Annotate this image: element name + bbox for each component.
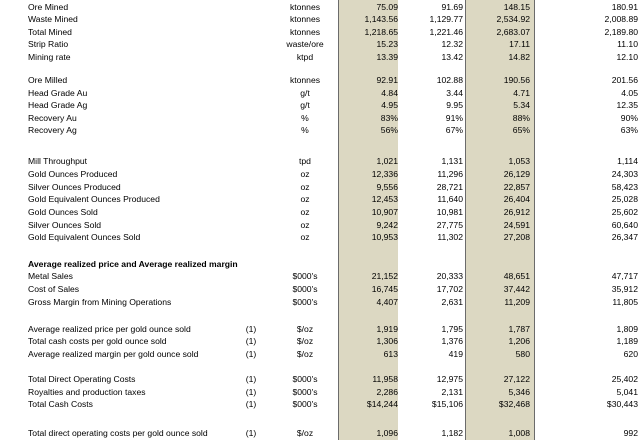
value-col-3: 88% [512,113,530,123]
value-col-1: 75.09 [376,2,398,12]
value-col-4: 2,189.80 [604,27,638,37]
row-label: Recovery Au [28,113,77,123]
value-col-1: 83% [380,113,398,123]
value-col-1: 56% [380,125,398,135]
unit-cell: $000's [292,387,318,397]
row-label: Recovery Ag [28,125,77,135]
value-col-3: 2,534.92 [496,14,530,24]
value-col-4: 24,303 [611,169,638,179]
unit-cell: % [301,125,309,135]
row-label: Average realized margin per gold ounce sold [28,349,199,359]
unit-cell: oz [300,169,310,179]
value-col-2: 12.32 [441,39,463,49]
value-col-3: 190.56 [503,75,530,85]
row-label: Mill Throughput [28,156,88,166]
value-col-3: 1,008 [508,428,530,438]
row-label: Average realized price per gold ounce sold [28,324,191,334]
value-col-3: 37,442 [503,284,530,294]
value-col-2: 13.42 [441,52,463,62]
value-col-3: 26,404 [503,194,530,204]
row-label: Silver Ounces Produced [28,182,121,192]
table-row [0,74,640,87]
footnote-ref: (1) [245,324,257,334]
unit-cell: g/t [300,100,310,110]
value-col-3: 26,129 [503,169,530,179]
value-col-4: 1,189 [616,336,638,346]
value-col-2: $15,106 [431,399,463,409]
unit-cell: ktonnes [289,2,321,12]
unit-cell: $000's [292,399,318,409]
unit-cell: oz [300,232,310,242]
value-col-1: 21,152 [371,271,398,281]
value-col-1: 613 [383,349,398,359]
value-col-4: 35,912 [611,284,638,294]
value-col-3: 580 [515,349,530,359]
value-col-2: 28,721 [436,182,463,192]
unit-cell: $000's [292,284,318,294]
value-col-4: 12.35 [616,100,638,110]
value-col-2: 11,302 [437,232,463,242]
footnote-ref: (1) [245,349,257,359]
value-col-4: 992 [623,428,638,438]
value-col-3: 27,122 [503,374,530,384]
row-label: Silver Ounces Sold [28,220,102,230]
value-col-4: 12.10 [616,52,638,62]
unit-cell: oz [300,220,310,230]
footnote-ref: (1) [245,374,257,384]
unit-cell: $000's [292,271,318,281]
value-col-2: 11,296 [437,169,463,179]
row-label: Gold Equivalent Ounces Sold [28,232,141,242]
table-row [0,168,640,181]
value-col-1: 1,919 [376,324,398,334]
value-col-3: 22,857 [503,182,530,192]
value-col-4: 25,028 [611,194,638,204]
unit-cell: $/oz [296,336,314,346]
value-col-1: 4,407 [376,297,398,307]
footnote-ref: (1) [245,336,257,346]
value-col-2: 1,221.46 [429,27,463,37]
value-col-2: 10,981 [436,207,463,217]
value-col-3: 2,683.07 [496,27,530,37]
row-label: Gross Margin from Mining Operations [28,297,172,307]
value-col-3: 4.71 [513,88,530,98]
table-row [0,427,640,440]
value-col-4: 11,805 [612,297,638,307]
value-col-4: 58,423 [611,182,638,192]
value-col-1: 15.23 [376,39,398,49]
value-col-2: 1,131 [441,156,463,166]
table-row [0,348,640,361]
value-col-2: 9.95 [446,100,463,110]
value-col-4: 2,008.89 [604,14,638,24]
value-col-2: 20,333 [436,271,463,281]
value-col-3: 1,206 [508,336,530,346]
row-label: Waste Mined [28,14,78,24]
value-col-4: 60,640 [611,220,638,230]
unit-cell: g/t [300,88,310,98]
unit-cell: $000's [292,374,318,384]
unit-cell: ktpd [296,52,314,62]
value-col-3: $32,468 [498,399,530,409]
value-col-1: 1,306 [376,336,398,346]
value-col-4: 90% [620,113,638,123]
table-row [0,270,640,283]
value-col-1: 16,745 [371,284,398,294]
row-label: Cost of Sales [28,284,80,294]
value-col-1: 11,958 [372,374,398,384]
value-col-3: 1,053 [508,156,530,166]
value-col-3: 1,787 [508,324,530,334]
footnote-ref: (1) [245,399,257,409]
value-col-3: 48,651 [503,271,530,281]
value-col-1: 1,096 [376,428,398,438]
table-row [0,373,640,386]
table-row [0,13,640,26]
table-row [0,296,640,309]
value-col-1: 12,336 [371,169,398,179]
unit-cell: $000's [292,297,318,307]
value-col-2: 91% [445,113,463,123]
value-col-4: 1,114 [617,156,638,166]
unit-cell: ktonnes [289,75,321,85]
value-col-3: 14.82 [508,52,530,62]
table-row [0,193,640,206]
table-row [0,283,640,296]
unit-cell: ktonnes [289,27,321,37]
row-label: Royalties and production taxes [28,387,146,397]
value-col-1: 1,218.65 [364,27,398,37]
row-label: Gold Ounces Sold [28,207,98,217]
row-label: Head Grade Au [28,88,88,98]
value-col-4: 180.91 [611,2,638,12]
value-col-3: 11,209 [504,297,530,307]
value-col-1: 4.84 [381,88,398,98]
unit-cell: waste/ore [286,39,324,49]
value-col-2: 102.88 [436,75,463,85]
value-col-4: 25,402 [611,374,638,384]
row-label: Gold Ounces Produced [28,169,118,179]
value-col-1: 10,953 [371,232,398,242]
unit-cell: $/oz [296,324,314,334]
value-col-1: $14,244 [366,399,398,409]
table-row [0,231,640,244]
row-label: Total Mined [28,27,72,37]
footnote-ref: (1) [245,387,257,397]
footnote-ref: (1) [245,428,257,438]
value-col-1: 2,286 [376,387,398,397]
unit-cell: oz [300,194,310,204]
value-col-2: 27,775 [436,220,463,230]
row-label: Ore Mined [28,2,69,12]
value-col-4: $30,443 [606,399,638,409]
table-row [0,99,640,112]
value-col-1: 4.95 [381,100,398,110]
row-label: Mining rate [28,52,71,62]
unit-cell: % [301,113,309,123]
value-col-3: 17.11 [509,39,530,49]
table-row [0,155,640,168]
row-label: Total cash costs per gold ounce sold [28,336,167,346]
value-col-2: 17,702 [436,284,463,294]
row-label: Average realized price and Average realized margin [28,259,238,269]
unit-cell: ktonnes [289,14,321,24]
value-col-2: 12,975 [436,374,463,384]
value-col-3: 148.15 [503,2,530,12]
row-label: Strip Ratio [28,39,69,49]
table-row [0,38,640,51]
value-col-3: 65% [512,125,530,135]
value-col-2: 2,631 [441,297,463,307]
value-col-4: 201.56 [611,75,638,85]
value-col-2: 2,131 [441,387,463,397]
value-col-1: 13.39 [376,52,398,62]
unit-cell: oz [300,182,310,192]
unit-cell: $/oz [296,349,314,359]
row-label: Gold Equivalent Ounces Produced [28,194,160,204]
value-col-2: 1,795 [441,324,463,334]
unit-cell: tpd [299,156,311,166]
value-col-1: 9,556 [376,182,398,192]
unit-cell: oz [300,207,310,217]
value-col-4: 26,347 [611,232,638,242]
value-col-2: 1,182 [441,428,463,438]
table-row [0,124,640,137]
value-col-4: 4.05 [621,88,638,98]
value-col-2: 419 [448,349,463,359]
row-label: Metal Sales [28,271,73,281]
row-label: Total Direct Operating Costs [28,374,136,384]
value-col-2: 3.44 [446,88,463,98]
value-col-2: 91.69 [441,2,463,12]
table-row [0,335,640,348]
value-col-1: 9,242 [376,220,398,230]
table-row [0,398,640,411]
unit-cell: $/oz [296,428,314,438]
value-col-1: 1,143.56 [364,14,398,24]
row-label: Head Grade Ag [28,100,88,110]
value-col-2: 1,376 [441,336,463,346]
value-col-3: 5.34 [513,100,530,110]
value-col-1: 12,453 [371,194,398,204]
table-row [0,51,640,64]
value-col-2: 1,129.77 [429,14,463,24]
value-col-4: 25,602 [611,207,638,217]
value-col-4: 620 [623,349,638,359]
row-label: Total Cash Costs [28,399,93,409]
row-label: Total direct operating costs per gold ounce sold [28,428,208,438]
value-col-2: 67% [445,125,463,135]
value-col-3: 24,591 [503,220,530,230]
value-col-3: 27,208 [503,232,530,242]
value-col-4: 11.10 [617,39,638,49]
value-col-1: 92.91 [376,75,398,85]
value-col-1: 10,907 [371,207,398,217]
value-col-4: 1,809 [616,324,638,334]
value-col-3: 26,912 [503,207,530,217]
value-col-4: 63% [620,125,638,135]
value-col-4: 47,717 [611,271,638,281]
value-col-1: 1,021 [376,156,398,166]
value-col-2: 11,640 [437,194,463,204]
value-col-3: 5,346 [508,387,530,397]
row-label: Ore Milled [28,75,68,85]
value-col-4: 5,041 [616,387,638,397]
table-row [0,206,640,219]
